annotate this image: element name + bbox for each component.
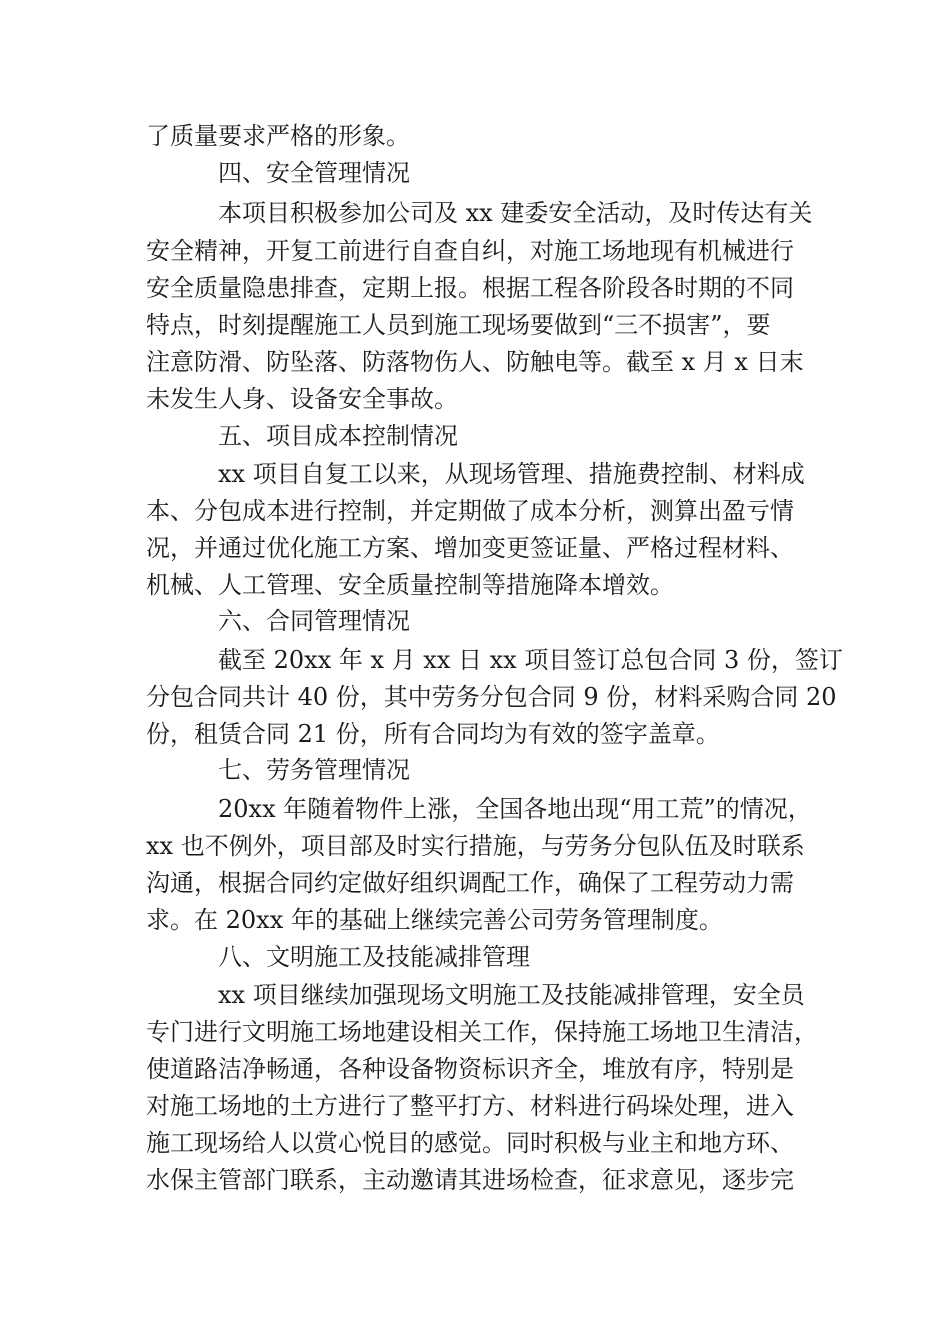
text-line: 水保主管部门联系，主动邀请其进场检查，征求意见，逐步完: [146, 1166, 794, 1194]
text-line: 特点，时刻提醒施工人员到施工现场要做到“三不损害”，要: [146, 311, 771, 339]
text-line: 安全精神，开复工前进行自查自纠，对施工场地现有机械进行: [146, 237, 794, 265]
section-heading: 七、劳务管理情况: [218, 756, 410, 784]
text-line: 了质量要求严格的形象。: [146, 122, 410, 150]
text-line: 份，租赁合同 21 份，所有合同均为有效的签字盖章。: [146, 720, 720, 748]
text-line: 安全质量隐患排查，定期上报。根据工程各阶段各时期的不同: [146, 274, 794, 302]
section-heading: 四、安全管理情况: [218, 159, 410, 187]
text-line: 沟通，根据合同约定做好组织调配工作，确保了工程劳动力需: [146, 869, 794, 897]
text-line: 求。在 20xx 年的基础上继续完善公司劳务管理制度。: [146, 906, 723, 934]
text-line: xx 项目继续加强现场文明施工及技能减排管理，安全员: [218, 981, 805, 1009]
text-line: 对施工场地的土方进行了整平打方、材料进行码垛处理，进入: [146, 1092, 794, 1120]
text-line: 20xx 年随着物件上涨，全国各地出现“用工荒”的情况，: [218, 795, 812, 823]
text-line: 注意防滑、防坠落、防落物伤人、防触电等。截至 x 月 x 日末: [146, 348, 804, 376]
section-heading: 八、文明施工及技能减排管理: [218, 943, 530, 971]
text-line: 机械、人工管理、安全质量控制等措施降本增效。: [146, 571, 674, 599]
section-heading: 六、合同管理情况: [218, 607, 410, 635]
text-line: 本项目积极参加公司及 xx 建委安全活动，及时传达有关: [218, 199, 813, 227]
text-line: xx 项目自复工以来，从现场管理、措施费控制、材料成: [218, 460, 805, 488]
text-line: 况，并通过优化施工方案、增加变更签证量、严格过程材料、: [146, 534, 794, 562]
text-line: 未发生人身、设备安全事故。: [146, 385, 458, 413]
text-line: 本、分包成本进行控制，并定期做了成本分析，测算出盈亏情: [146, 497, 794, 525]
section-heading: 五、项目成本控制情况: [218, 422, 458, 450]
text-line: 分包合同共计 40 份，其中劳务分包合同 9 份，材料采购合同 20: [146, 683, 837, 711]
text-line: 施工现场给人以赏心悦目的感觉。同时积极与业主和地方环、: [146, 1129, 794, 1157]
text-line: 使道路洁净畅通，各种设备物资标识齐全，堆放有序，特别是: [146, 1055, 794, 1083]
text-line: 截至 20xx 年 x 月 xx 日 xx 项目签订总包合同 3 份，签订: [218, 646, 843, 674]
text-line: xx 也不例外，项目部及时实行措施，与劳务分包队伍及时联系: [146, 832, 805, 860]
text-line: 专门进行文明施工场地建设相关工作，保持施工场地卫生清洁，: [146, 1018, 818, 1046]
